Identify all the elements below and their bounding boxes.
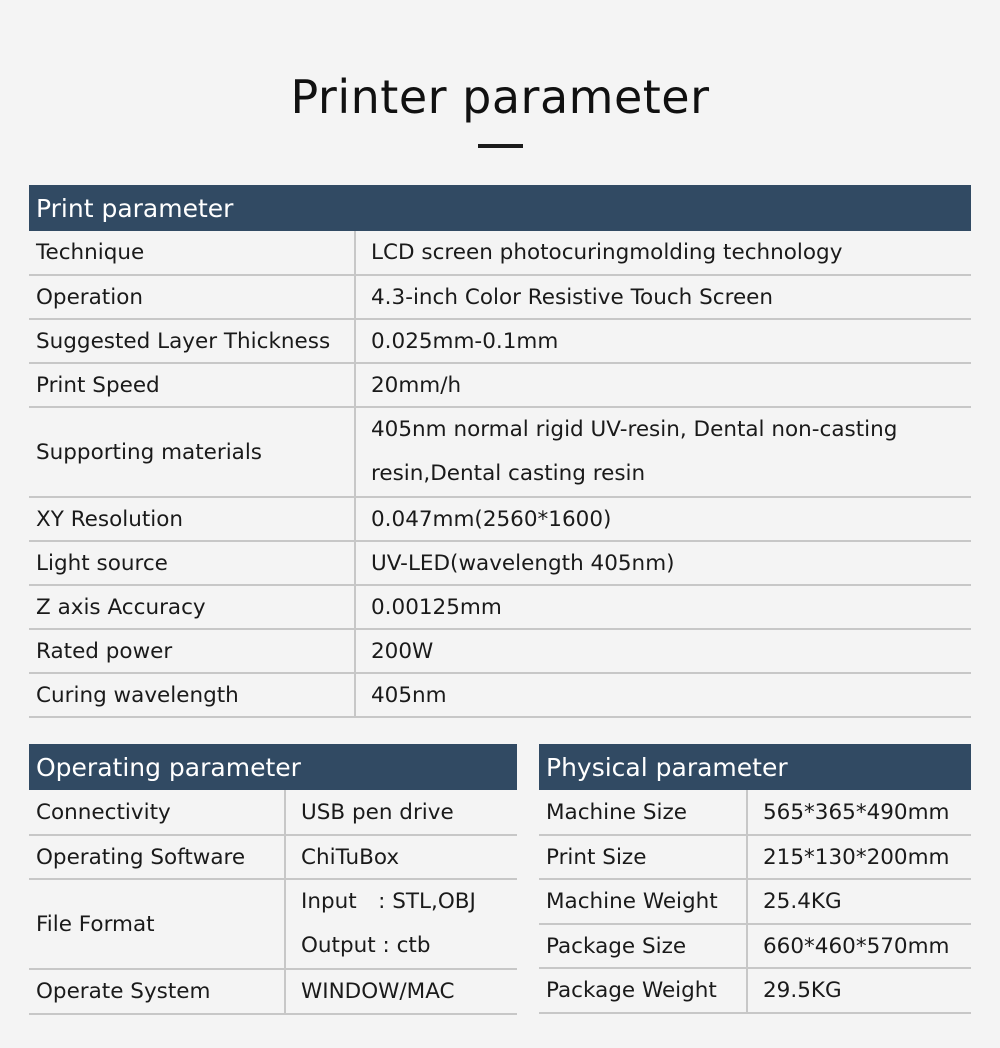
table-row — [29, 673, 971, 717]
param-label: Technique — [29, 231, 355, 275]
param-value-line: resin,Dental casting resin — [371, 461, 646, 486]
param-value: 565*365*490mm — [747, 790, 971, 835]
table-row — [539, 879, 971, 924]
param-value: 20mm/h — [355, 363, 971, 407]
param-value: 4.3-inch Color Resistive Touch Screen — [355, 275, 971, 319]
table-row — [539, 924, 971, 968]
param-value: 0.00125mm — [355, 585, 971, 629]
param-value: 29.5KG — [747, 968, 971, 1013]
table-row — [29, 497, 971, 541]
param-label: Operate System — [29, 969, 285, 1014]
table-row — [29, 629, 971, 673]
param-value-line: 405nm normal rigid UV-resin, Dental non-casting — [371, 417, 898, 442]
param-label: Print Size — [539, 835, 747, 879]
table-row — [29, 319, 971, 363]
table-row — [29, 275, 971, 319]
print-parameter-header: Print parameter — [29, 185, 971, 231]
param-value: 0.025mm-0.1mm — [355, 319, 971, 363]
param-value: USB pen drive — [285, 790, 517, 835]
operating-parameter-table — [29, 790, 517, 1015]
param-value: 25.4KG — [747, 879, 971, 924]
param-label: Package Size — [539, 924, 747, 968]
param-label: Connectivity — [29, 790, 285, 835]
page-title: Printer parameter — [290, 70, 710, 124]
param-value: ChiTuBox — [285, 835, 517, 879]
param-value — [285, 879, 517, 969]
table-row — [539, 790, 971, 835]
param-value: WINDOW/MAC — [285, 969, 517, 1014]
param-label: Machine Size — [539, 790, 747, 835]
table-row — [29, 585, 971, 629]
param-label: XY Resolution — [29, 497, 355, 541]
param-label: Supporting materials — [29, 407, 355, 497]
param-label: Curing wavelength — [29, 673, 355, 717]
param-value: 405nm — [355, 673, 971, 717]
table-row — [29, 407, 971, 497]
table-row — [29, 969, 517, 1014]
param-label: Print Speed — [29, 363, 355, 407]
param-value — [355, 407, 971, 497]
physical-parameter-header: Physical parameter — [539, 744, 971, 790]
table-row — [29, 835, 517, 879]
param-value: 0.047mm(2560*1600) — [355, 497, 971, 541]
table-row — [29, 363, 971, 407]
param-label: Suggested Layer Thickness — [29, 319, 355, 363]
operating-parameter-header: Operating parameter — [29, 744, 517, 790]
param-label: Package Weight — [539, 968, 747, 1013]
param-label: File Format — [29, 879, 285, 969]
table-row — [539, 968, 971, 1013]
table-row — [539, 835, 971, 879]
table-row — [29, 231, 971, 275]
param-label: Machine Weight — [539, 879, 747, 924]
param-value: 660*460*570mm — [747, 924, 971, 968]
print-parameter-panel — [29, 185, 971, 718]
param-value-line: Output : ctb — [301, 933, 431, 958]
table-row — [29, 541, 971, 585]
operating-parameter-panel — [29, 744, 517, 1015]
param-value: 215*130*200mm — [747, 835, 971, 879]
param-value: LCD screen photocuringmolding technology — [355, 231, 971, 275]
param-value-line: Input : STL,OBJ — [301, 889, 476, 914]
param-value: UV-LED(wavelength 405nm) — [355, 541, 971, 585]
param-label: Light source — [29, 541, 355, 585]
param-label: Operating Software — [29, 835, 285, 879]
table-row — [29, 790, 517, 835]
param-label: Operation — [29, 275, 355, 319]
title-underline — [478, 144, 523, 148]
param-label: Z axis Accuracy — [29, 585, 355, 629]
physical-parameter-panel — [539, 744, 971, 1014]
table-row — [29, 879, 517, 969]
physical-parameter-table — [539, 790, 971, 1014]
param-value: 200W — [355, 629, 971, 673]
print-parameter-table — [29, 231, 971, 718]
param-label: Rated power — [29, 629, 355, 673]
